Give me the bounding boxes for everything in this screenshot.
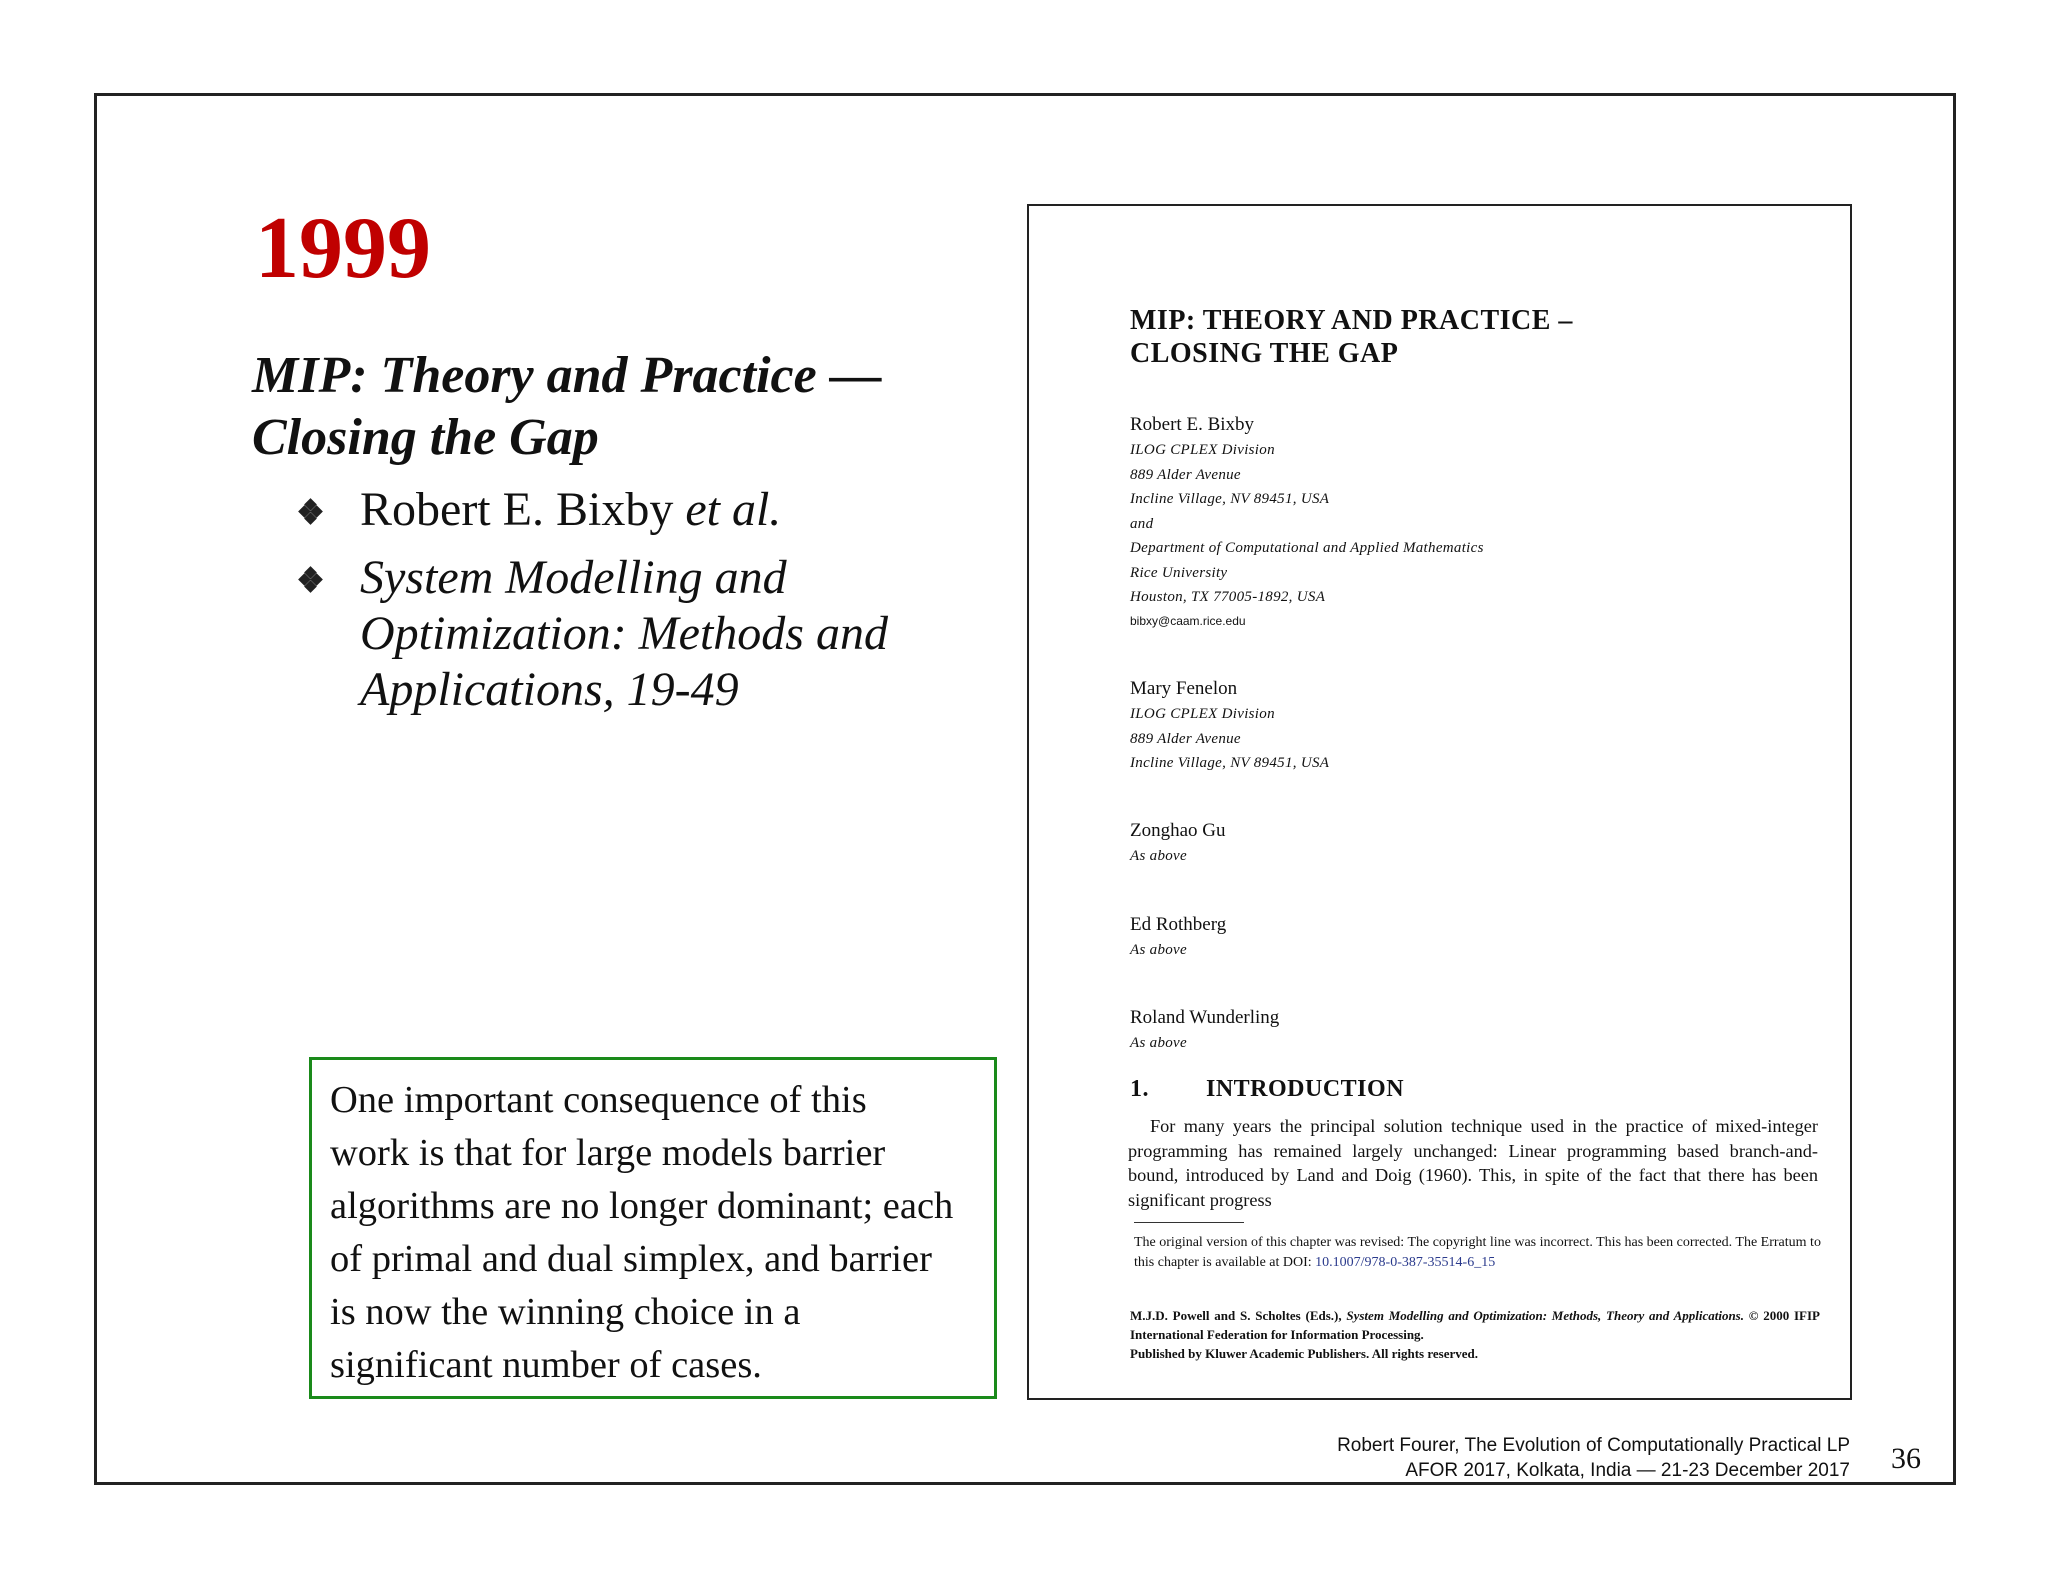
- slide-title: [252, 345, 992, 469]
- intro-paragraph: For many years the principal solution technique used in the practice of mixed-integer programming has remained largely unchanged: Linear programming based branch-and-bound, introduced by Land and Doig (1960). This, in spite of the fact that there has been significant progress: [1128, 1116, 1818, 1210]
- note-line: work is that for large models barrier: [330, 1132, 886, 1174]
- page-number: 36: [1891, 1442, 1921, 1475]
- author-block-fenelon: [1130, 676, 1329, 776]
- author-affiliation-line: ILOG CPLEX Division: [1130, 442, 1275, 458]
- diamond-bullet-icon: [300, 500, 322, 522]
- bullet-publication-line2: Optimization: Methods and: [360, 607, 888, 660]
- publication-book-title: System Modelling and Optimization: Methods, Theory and Applications.: [1346, 1308, 1744, 1323]
- diamond-bullet-icon: [300, 568, 322, 590]
- publication-publisher: Published by Kluwer Academic Publishers. All rights reserved.: [1130, 1346, 1479, 1361]
- note-box: [309, 1057, 997, 1399]
- author-block-wunderling: [1130, 1005, 1279, 1056]
- author-affiliation-line: ILOG CPLEX Division: [1130, 706, 1275, 722]
- footnote-rule: [1134, 1222, 1244, 1223]
- paper-title-line2: CLOSING THE GAP: [1130, 338, 1399, 369]
- section-title: INTRODUCTION: [1206, 1076, 1405, 1102]
- author-email: bibxy@caam.rice.edu: [1130, 613, 1246, 628]
- paper-title: [1130, 304, 1573, 370]
- author-affiliation-line: Incline Village, NV 89451, USA: [1130, 755, 1330, 771]
- note-line: significant number of cases.: [330, 1344, 762, 1386]
- author-affiliation-line: Department of Computational and Applied Mathematics: [1130, 540, 1484, 556]
- bullet-authors: [300, 482, 1000, 538]
- author-affiliation-line: Houston, TX 77005-1892, USA: [1130, 589, 1326, 605]
- paper-title-line1: MIP: THEORY AND PRACTICE –: [1130, 305, 1573, 336]
- footnote-doi-link[interactable]: 10.1007/978-0-387-35514-6_15: [1315, 1255, 1496, 1270]
- note-line: One important consequence of this: [330, 1079, 867, 1121]
- author-block-rothberg: [1130, 912, 1226, 963]
- author-name: Robert E. Bixby: [1130, 414, 1255, 435]
- slide-year: 1999: [255, 200, 431, 297]
- section-number: 1.: [1130, 1076, 1149, 1102]
- bullet-publication-line3: Applications, 19-49: [360, 663, 739, 716]
- footer-line2: AFOR 2017, Kolkata, India — 21-23 December 2017: [1405, 1460, 1850, 1481]
- publication-info: [1130, 1306, 1820, 1363]
- note-line: is now the winning choice in a: [330, 1291, 801, 1333]
- bullet-list: [300, 482, 1000, 730]
- author-affiliation-line: Incline Village, NV 89451, USA: [1130, 491, 1330, 507]
- footnote: [1134, 1233, 1824, 1273]
- author-name: Mary Fenelon: [1130, 678, 1238, 699]
- author-affiliation-line: As above: [1130, 848, 1187, 864]
- author-name: Roland Wunderling: [1130, 1007, 1280, 1028]
- publication-editors: M.J.D. Powell and S. Scholtes (Eds.),: [1130, 1308, 1342, 1323]
- author-name: Ed Rothberg: [1130, 914, 1227, 935]
- author-block-bixby: [1130, 412, 1484, 632]
- bullet-author-name: Robert E. Bixby: [360, 483, 674, 536]
- paper-first-page-image: [1027, 204, 1852, 1400]
- author-block-gu: [1130, 818, 1226, 869]
- author-affiliation-line: 889 Alder Avenue: [1130, 466, 1241, 483]
- author-affiliation-line: 889 Alder Avenue: [1130, 730, 1241, 747]
- bullet-publication-line1: System Modelling and: [360, 551, 787, 604]
- author-affiliation-line: As above: [1130, 942, 1187, 958]
- author-affiliation-line: As above: [1130, 1035, 1187, 1051]
- author-affiliation-line: and: [1130, 515, 1154, 532]
- footer-line1: Robert Fourer, The Evolution of Computationally Practical LP: [1337, 1435, 1850, 1456]
- publication-copyright: © 2000 IFIP International Federation for Information Processing.: [1130, 1308, 1821, 1342]
- author-affiliation-line: Rice University: [1130, 564, 1228, 581]
- note-line: of primal and dual simplex, and barrier: [330, 1238, 932, 1280]
- slide-title-line2: Closing the Gap: [252, 409, 599, 466]
- author-name: Zonghao Gu: [1130, 820, 1226, 841]
- slide-footer: [1337, 1433, 1850, 1483]
- note-line: algorithms are no longer dominant; each: [330, 1185, 954, 1227]
- slide-title-line1: MIP: Theory and Practice —: [252, 347, 882, 404]
- bullet-author-etal: et al.: [685, 483, 782, 536]
- bullet-publication: [300, 550, 1000, 718]
- footnote-text: The original version of this chapter was revised: The copyright line was incorrect. This has been corrected. The Erratum to this chapter is available at DOI:: [1134, 1235, 1821, 1270]
- section-heading: [1130, 1076, 1404, 1103]
